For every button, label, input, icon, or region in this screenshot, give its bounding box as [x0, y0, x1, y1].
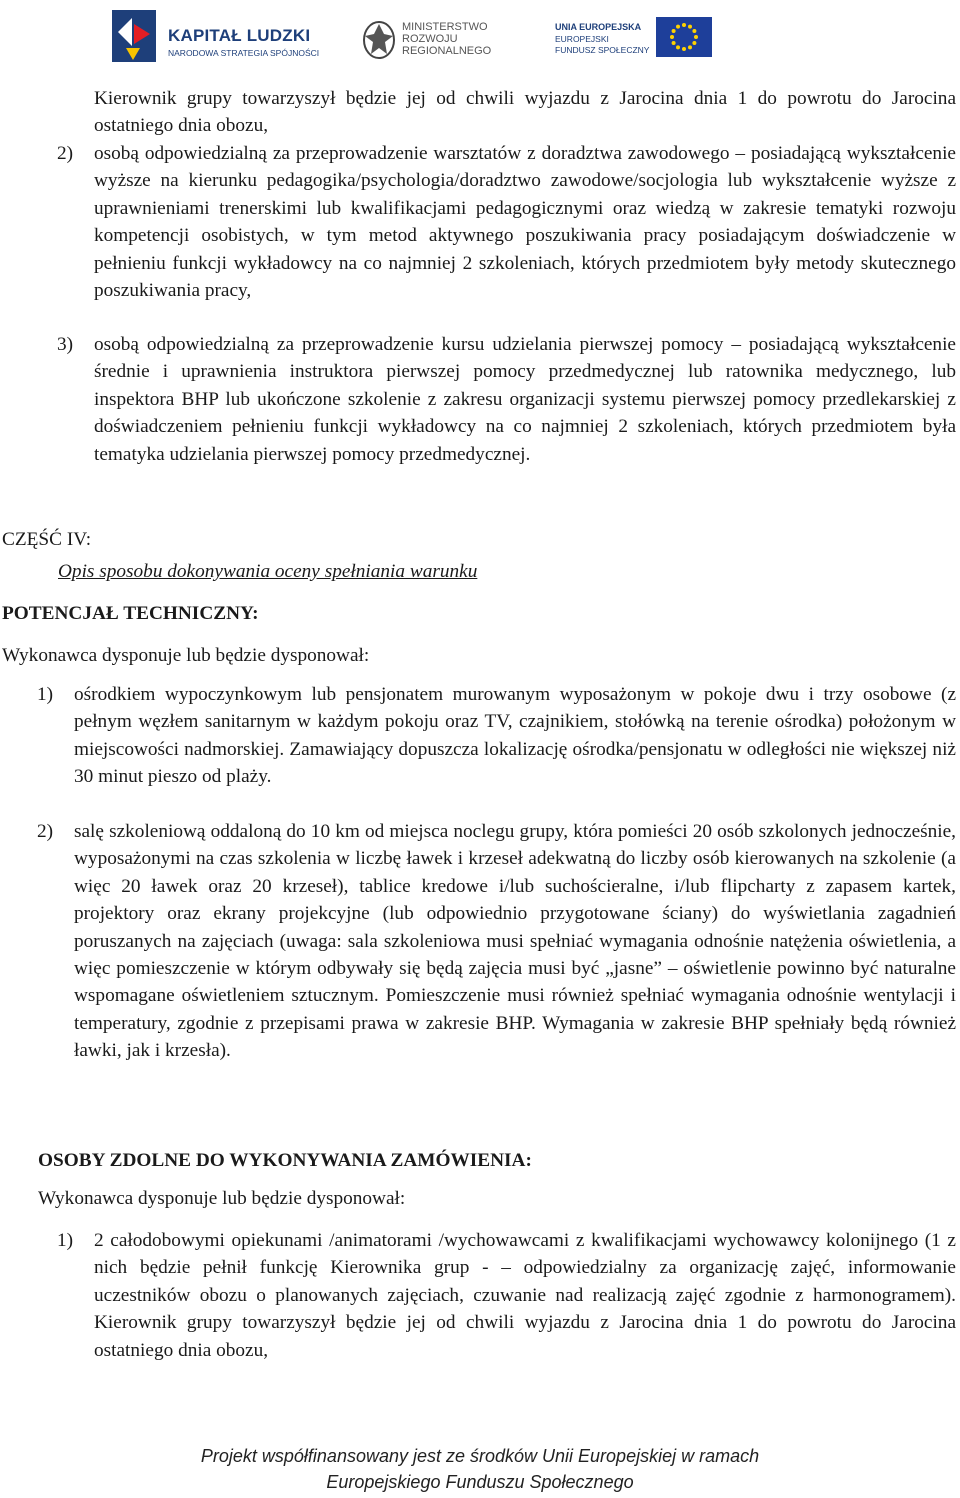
- ministerstwo-logo: [360, 4, 510, 66]
- technical-intro: Wykonawca dysponuje lub będzie dysponował:: [2, 645, 370, 666]
- ministerstwo-line-1: MINISTERSTWO: [402, 21, 488, 33]
- intro-paragraph: Kierownik grupy towarzyszył będzie jej od chwili wyjazdu z Jarocina dnia 1 do powrotu do Jarocina ostatniego dnia obozu,: [94, 88, 956, 137]
- list-item: ośrodkiem wypoczynkowym lub pensjonatem murowanym wyposażonym w pokoje dwu i trzy osobowe (z pełnym węzłem sanitarnym w każdym pokoju oraz TV, czajnikiem, stołówką na terenie ośrodka) położonym w miejscowości nadmorskiej. Zamawiający dopuszcza lokalizację ośrodka/pensjonatu w odległości nie większej niż 30 minut pieszo od plaży.: [74, 684, 956, 788]
- part-heading: CZĘŚĆ IV:: [2, 529, 92, 550]
- persons-intro: Wykonawca dysponuje lub będzie dysponował:: [38, 1188, 406, 1209]
- list-item: 2 całodobowymi opiekunami /animatorami /wychowawcami z kwalifikacjami wychowawcy kolonijnego (1 z nich będzie pełnił funkcję Kierownika grup - – odpowiedzialny za organizację zajęć, informowanie uczestników obozu o planowanych zajęciach, czuwanie nad realizacją zajęć zgodnie z harmonogramem). Kierownik grupy towarzyszył będzie jej od chwili wyjazdu z Jarocina dnia 1 do powrotu do Jarocina ostatniego dnia obozu,: [94, 1230, 956, 1361]
- list-item: osobą odpowiedzialną za przeprowadzenie kursu udzielania pierwszej pomocy – posiadającą wykształcenie średnie i uprawnienia instruktora pierwszej pomocy przedmedycznej lub ratownika medycznego, lub inspektora BHP lub ukończone szkolenie z zakresu organizacji systemu pierwszej pomocy przedlekarskiej z doświadczeniem pełnieniu funkcji wykładowcy na co najmniej 2 szkoleniach, których przedmiotem była tematyka udzielania pierwszej pomocy przedmedycznej.: [94, 334, 956, 465]
- technical-heading: POTENCJAŁ TECHNICZNY:: [2, 603, 259, 624]
- list-number: 2): [57, 143, 74, 164]
- ue-line-1: UNIA EUROPEJSKA: [555, 22, 642, 32]
- ministerstwo-line-2: ROZWOJU: [402, 33, 458, 45]
- list-number: 3): [57, 334, 74, 355]
- ue-line-2: EUROPEJSKI: [555, 34, 609, 44]
- part-subheading: Opis sposobu dokonywania oceny spełniania warunku: [58, 561, 478, 582]
- kapital-ludzki-logo: [104, 4, 320, 66]
- kapital-ludzki-subtitle: NARODOWA STRATEGIA SPÓJNOŚCI: [168, 48, 320, 58]
- header-logos: [0, 4, 960, 66]
- ministerstwo-line-3: REGIONALNEGO: [402, 45, 492, 57]
- eu-flag-icon: [656, 17, 712, 57]
- ue-line-3: FUNDUSZ SPOŁECZNY: [555, 45, 650, 55]
- list-item: osobą odpowiedzialną za przeprowadzenie warsztatów z doradztwa zawodowego – posiadającą wykształcenie wyższe na kierunku pedagogika/psychologia/doradztwo zawodowe/socjologia lub wykształcenie wyższe z uprawnieniami trenerskimi lub kwalifikacjami pedagogicznymi oraz wiedzą w zakresie tematyki rozwoju kompetencji osobistych, w tym metod aktywnego poszukiwania pracy posiadającym doświadczenie w pełnieniu funkcji wykładowcy na co najmniej 2 szkoleniach, których przedmiotem były metody skutecznego poszukiwania pracy,: [94, 143, 956, 302]
- persons-heading: OSOBY ZDOLNE DO WYKONYWANIA ZAMÓWIENIA:: [38, 1150, 532, 1171]
- list-item: salę szkoleniową oddaloną do 10 km od miejsca noclegu grupy, która pomieści 20 osób szkolonych jednocześnie, wyposażonymi na czas szkolenia w liczbę ławek i krzeseł adekwatną do liczby osób kierowanych na szkolenie (a więc 20 ławek oraz 20 krzeseł), tablice kredowe i/lub suchościeralne, i/lub flipcharty z zapasem kartek, projektory oraz ekrany projekcyjne (lub odpowiednio przygotowane ściany) do wyświetlania zagadnień poruszanych na zajęciach (uwaga: sala szkoleniowa musi spełniać wymagania odnośnie natężenia oświetlenia, a więc pomieszczenie w którym odbywały się będą zajęcia musi być „jasne” – oświetlenie powinno być naturalne wspomagane oświetleniem sztucznym. Pomieszczenie musi również spełniać wymagania odnośnie wentylacji i temperatury, zgodnie z przepisami prawa w zakresie BHP. Wymagania w zakresie BHP spełniały będą również ławki, jak i krzesła).: [74, 821, 956, 1062]
- kapital-ludzki-title: KAPITAŁ LUDZKI: [168, 26, 311, 45]
- list-number: 1): [37, 684, 54, 705]
- list-number: 1): [57, 1230, 74, 1251]
- kapital-ludzki-emblem-icon: [104, 4, 164, 66]
- unia-europejska-logo: [555, 4, 715, 66]
- eagle-emblem-icon: [360, 14, 398, 62]
- footer-line-2: Europejskiego Funduszu Społecznego: [326, 1472, 634, 1492]
- list-number: 2): [37, 821, 54, 842]
- footer-line-1: Projekt współfinansowany jest ze środków Unii Europejskiej w ramach: [200, 1446, 760, 1466]
